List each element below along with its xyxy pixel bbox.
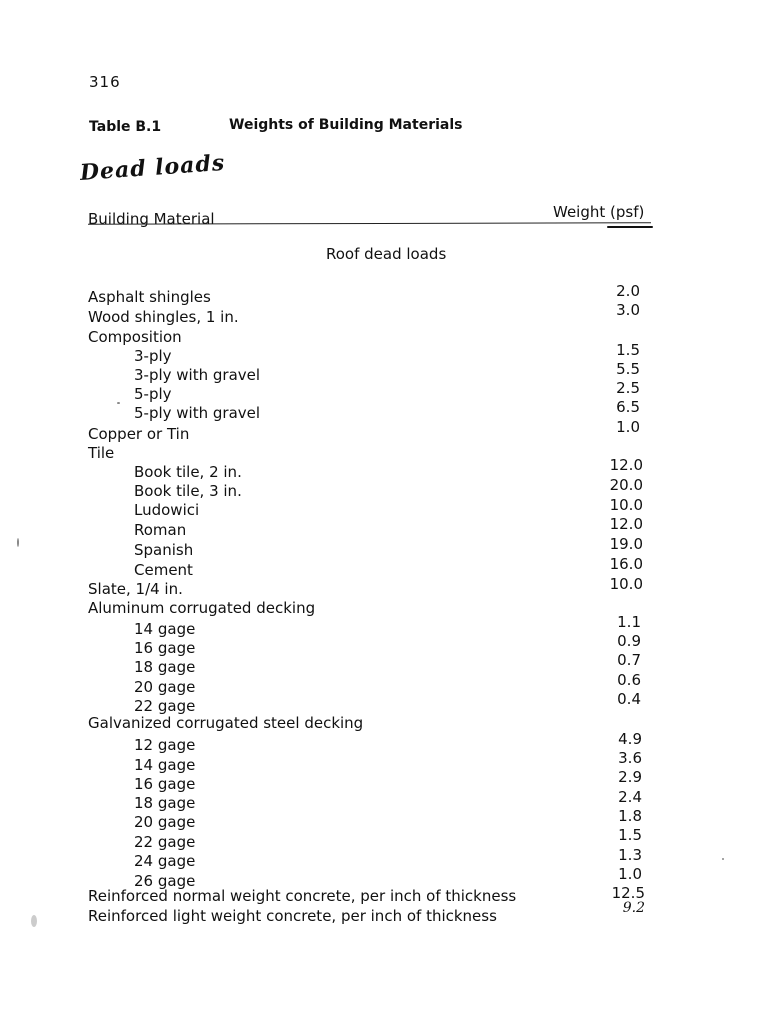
table-id: Table B.1 <box>89 119 162 135</box>
table-row-weight: 5.5 <box>616 360 640 378</box>
table-row-material: 3-ply <box>134 347 172 365</box>
table-row-weight: 16.0 <box>609 555 643 573</box>
table-row-weight: 0.7 <box>617 651 641 669</box>
table-title: Weights of Building Materials <box>229 117 463 133</box>
table-row-weight: 2.5 <box>616 379 640 397</box>
table-row-material: Asphalt shingles <box>88 288 211 306</box>
scan-speck <box>722 858 724 860</box>
table-row-material: 18 gage <box>134 658 196 676</box>
table-row-weight: 2.0 <box>616 282 640 300</box>
table-row-weight: 1.8 <box>618 807 642 825</box>
table-row-material: 5-ply with gravel <box>134 404 261 422</box>
table-row-weight: 1.5 <box>618 826 642 844</box>
table-row-material: Slate, 1/4 in. <box>88 580 183 598</box>
table-row-material: 24 gage <box>134 852 196 870</box>
table-row-material: Copper or Tin <box>88 425 190 443</box>
table-row-weight: 19.0 <box>609 535 643 553</box>
table-row-weight: 12.5 <box>611 884 645 902</box>
table-row-weight: 4.9 <box>618 730 642 748</box>
section-title: Roof dead loads <box>326 245 447 263</box>
table-row-material: Book tile, 2 in. <box>134 463 242 481</box>
table-row-material: Reinforced normal weight concrete, per inch of thickness <box>88 887 517 905</box>
table-row-weight: 1.0 <box>618 865 642 883</box>
table-row-weight: 0.6 <box>617 671 641 689</box>
table-row-material: 14 gage <box>134 756 196 774</box>
table-row-weight: 0.9 <box>617 632 641 650</box>
table-row-material: 26 gage <box>134 872 196 890</box>
table-row-weight: 9.2 <box>622 900 645 916</box>
table-row-material: 12 gage <box>134 736 196 754</box>
table-row-material: 18 gage <box>134 794 196 812</box>
table-row-weight: 3.6 <box>618 749 642 767</box>
table-row-material: Cement <box>134 561 193 579</box>
table-row-weight: 1.3 <box>618 846 642 864</box>
table-row-material: Composition <box>88 328 182 346</box>
table-row-material: Roman <box>134 521 187 539</box>
table-row-weight: 0.4 <box>617 690 641 708</box>
table-row-material: 20 gage <box>134 678 196 696</box>
table-row-material: 16 gage <box>134 639 196 657</box>
table-row-material: Wood shingles, 1 in. <box>88 308 239 326</box>
table-row-weight: 12.0 <box>609 456 643 474</box>
handwritten-note: Dead loads <box>79 149 226 186</box>
table-row-weight: 1.0 <box>616 418 640 436</box>
table-row-weight: 1.5 <box>616 341 640 359</box>
scan-speck <box>17 538 19 547</box>
table-row-weight: 3.0 <box>616 301 640 319</box>
table-row-material: 16 gage <box>134 775 196 793</box>
column-header-weight: Weight (psf) <box>553 203 645 221</box>
table-row-weight: 10.0 <box>609 496 643 514</box>
scan-speck <box>31 915 37 927</box>
table-row-weight: 6.5 <box>616 398 640 416</box>
table-row-weight: 12.0 <box>609 515 643 533</box>
table-row-material: 22 gage <box>134 697 196 715</box>
table-row-material: 3-ply with gravel <box>134 366 261 384</box>
table-row-material: Aluminum corrugated decking <box>88 599 316 617</box>
column-header-material: Building Material <box>88 210 215 228</box>
table-row-material: Ludowici <box>134 501 200 519</box>
table-row-weight: 2.4 <box>618 788 642 806</box>
table-row-weight: 10.0 <box>609 575 643 593</box>
table-row-weight: 2.9 <box>618 768 642 786</box>
table-row-material: 5-ply <box>134 385 172 403</box>
table-row-weight: 20.0 <box>609 476 643 494</box>
table-row-material: Tile <box>88 444 115 462</box>
page-number: 316 <box>89 73 121 91</box>
table-row-material: Reinforced light weight concrete, per inch of thickness <box>88 907 497 925</box>
scan-speck <box>117 402 120 404</box>
table-row-material: Galvanized corrugated steel decking <box>88 714 364 732</box>
table-row-material: 22 gage <box>134 833 196 851</box>
table-row-weight: 1.1 <box>617 613 641 631</box>
table-row-material: Book tile, 3 in. <box>134 482 242 500</box>
table-row-material: Spanish <box>134 541 194 559</box>
header-rule <box>88 222 651 224</box>
handwritten-underline-mark <box>607 226 653 228</box>
table-row-material: 14 gage <box>134 620 196 638</box>
table-row-material: 20 gage <box>134 813 196 831</box>
